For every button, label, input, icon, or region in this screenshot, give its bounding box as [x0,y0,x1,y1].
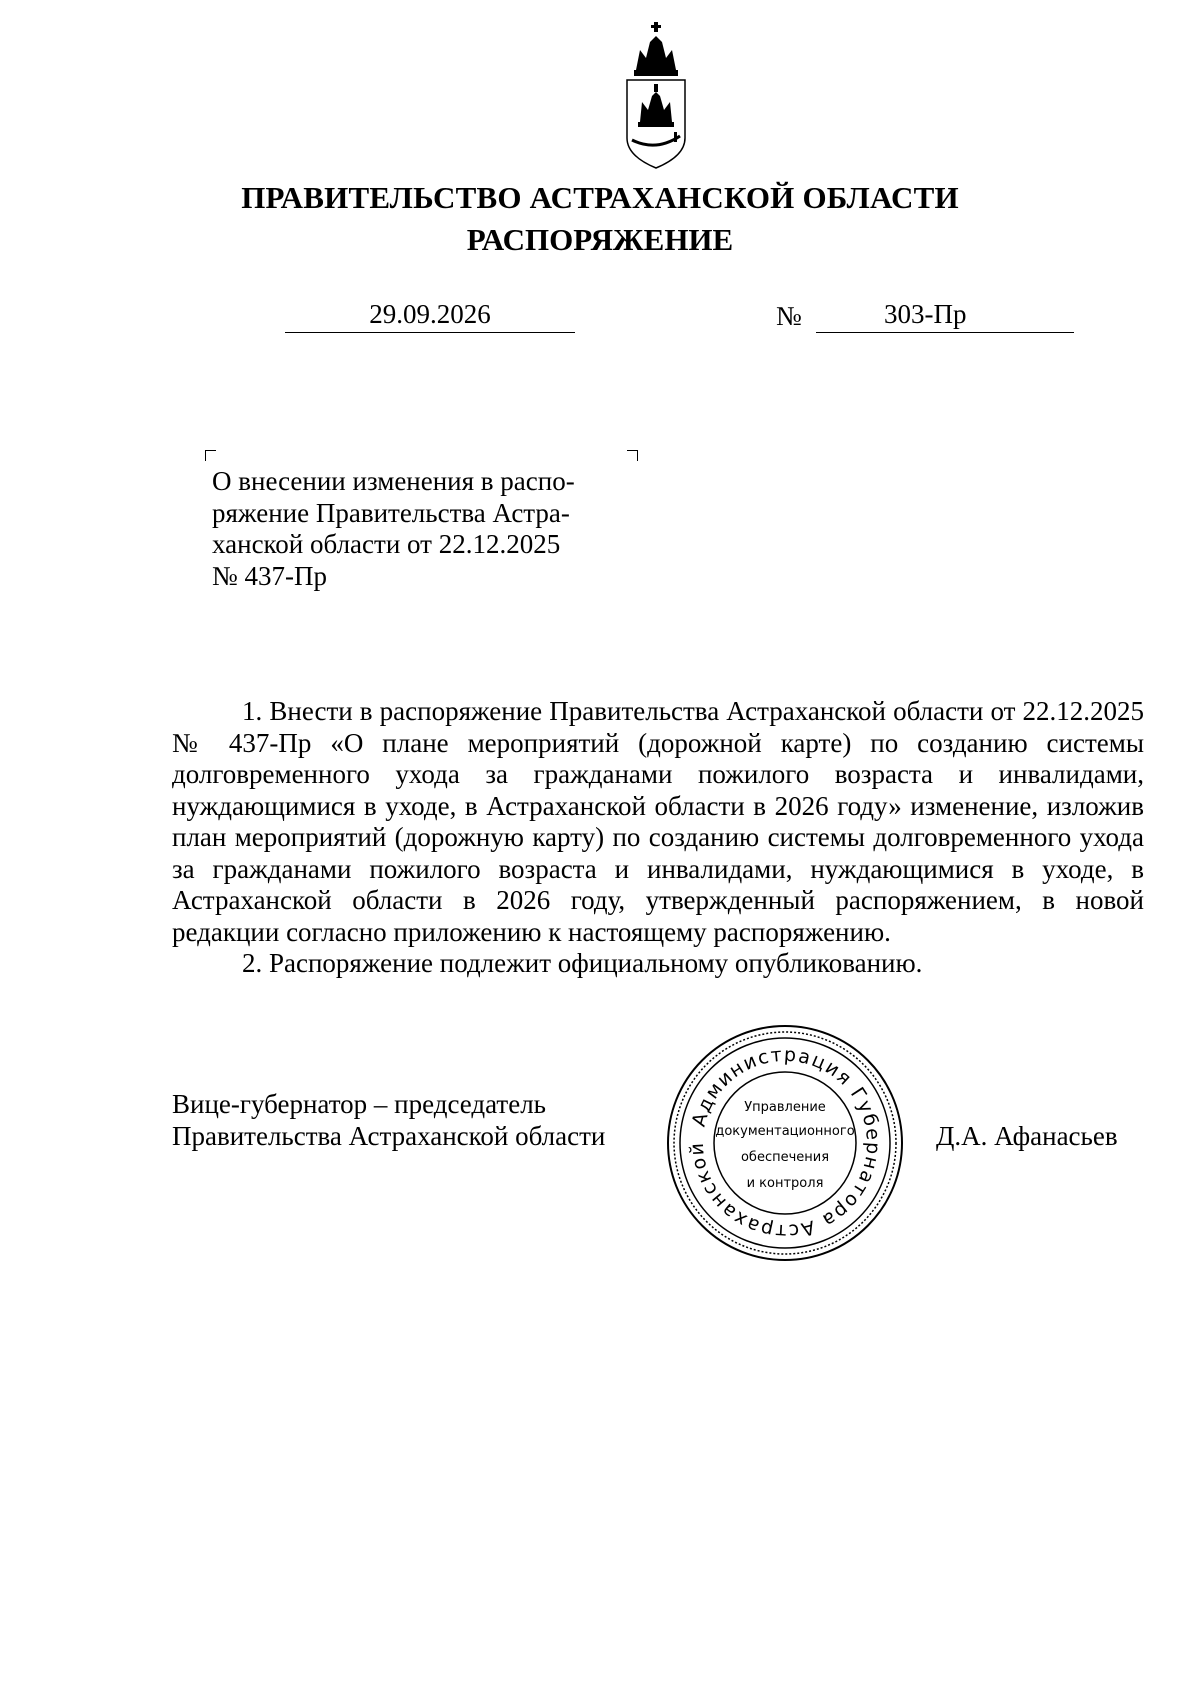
stamp-ring-text: Администрация Губернатора Астраханской [685,1043,885,1243]
document-type: РАСПОРЯЖЕНИЕ [466,222,734,257]
body-paragraph-2: 2. Распоряжение подлежит официальному опубликованию. [242,948,923,978]
document-number-field [816,296,1074,333]
subject-corner-right [627,450,638,461]
coat-of-arms-icon [618,20,694,172]
subject-corner-left [205,450,216,461]
government-title: ПРАВИТЕЛЬСТВО АСТРАХАНСКОЙ ОБЛАСТИ [241,180,959,215]
body-paragraph-1: 1. Внести в распоряжение Правительства Астраханской области от 22.12.2025 № 437-Пр «О плане мероприятий (дорожной карте) по созданию системы долговременного ухода за гражданами пожилого возраста и инвалидами, нуждающимися в уходе, в Астраханской области в 2026 году» изменение, изложив план мероприятий (дорожную карту) по созданию системы долговременного ухода за гражданами пожилого возраста и инвалидами, нуждающимися в уходе, в Астраханской области в 2026 году, утвержденный распоряжением, в новой редакции согласно приложению к настоящему распоряжению. [172,696,1144,947]
subject-line: № 437-Пр [212,560,328,591]
document-subject [212,466,616,592]
stamp-line: и контроля [746,1176,824,1191]
official-stamp [665,1023,905,1263]
document-date: 29.09.2026 [285,296,575,333]
document-body [172,696,1144,980]
subject-line: О внесении изменения в распо- [212,466,575,496]
stamp-line: обеспечения [740,1150,830,1165]
number-label: № [776,301,802,331]
document-number: 303-Пр [884,299,967,329]
position-line: Правительства Астраханской области [172,1121,606,1151]
signer-position [172,1088,692,1152]
subject-line: ханской области от 22.12.2025 [212,529,561,559]
subject-line: ряжение Правительства Астра- [212,497,570,528]
position-line: Вице-губернатор – председатель [172,1089,546,1119]
stamp-line: документационного [715,1124,855,1139]
stamp-line: Управление [744,1100,826,1115]
signer-name: Д.А. Афанасьев [936,1121,1118,1151]
